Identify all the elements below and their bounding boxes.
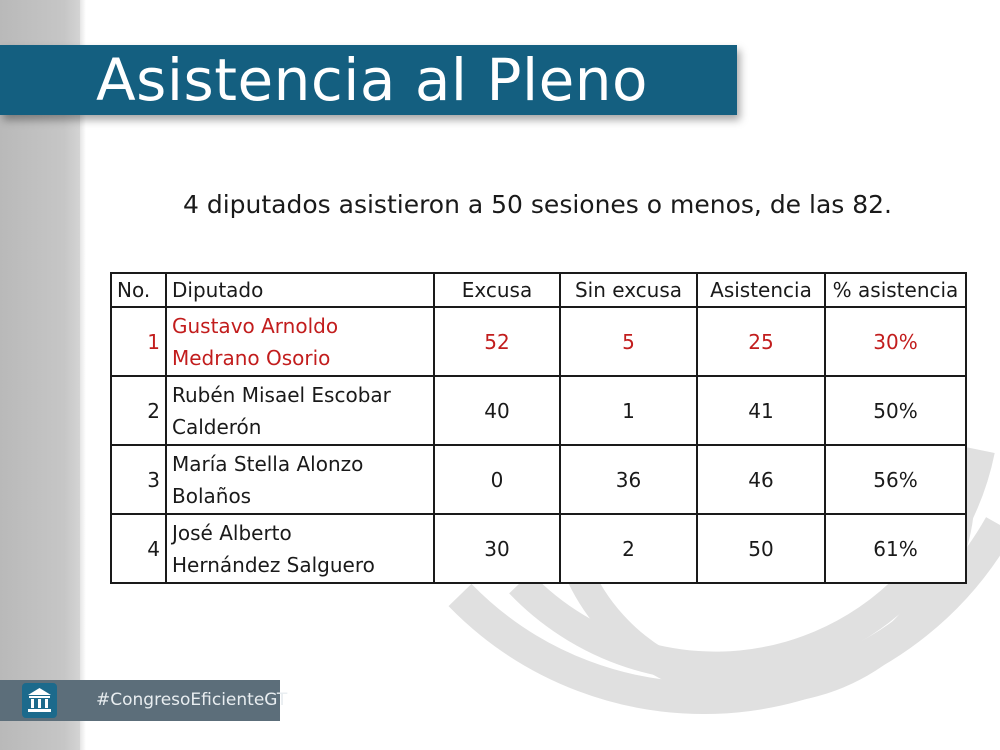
table-row — [111, 307, 966, 376]
name-line-2: Hernández Salguero — [172, 552, 375, 577]
cell-excusa: 0 — [434, 445, 560, 514]
subtitle: 4 diputados asistieron a 50 sesiones o menos, de las 82. — [182, 190, 893, 219]
page-title: Asistencia al Pleno — [96, 46, 649, 114]
building-columns-icon — [22, 683, 57, 718]
footer-hashtag: #CongresoEficienteGT — [96, 690, 288, 710]
name-line-2: Bolaños — [172, 483, 252, 508]
name-line-1: José Alberto — [172, 520, 292, 545]
header-asistencia: Asistencia — [697, 273, 825, 307]
cell-no: 1 — [111, 307, 166, 376]
cell-diputado — [166, 514, 434, 583]
table-header-row — [111, 273, 966, 307]
cell-pct-asistencia: 56% — [825, 445, 966, 514]
cell-sin-excusa: 5 — [560, 307, 697, 376]
name-line-1: María Stella Alonzo — [172, 451, 364, 476]
header-excusa: Excusa — [434, 273, 560, 307]
name-line-2: Medrano Osorio — [172, 345, 331, 370]
cell-asistencia: 46 — [697, 445, 825, 514]
cell-sin-excusa: 36 — [560, 445, 697, 514]
cell-excusa: 30 — [434, 514, 560, 583]
cell-no: 2 — [111, 376, 166, 445]
cell-diputado — [166, 376, 434, 445]
cell-sin-excusa: 2 — [560, 514, 697, 583]
cell-pct-asistencia: 30% — [825, 307, 966, 376]
header-pct-asistencia: % asistencia — [825, 273, 966, 307]
cell-excusa: 52 — [434, 307, 560, 376]
table-row — [111, 376, 966, 445]
table-row — [111, 514, 966, 583]
header-no: No. — [111, 273, 166, 307]
attendance-table — [110, 272, 967, 584]
name-line-2: Calderón — [172, 414, 262, 439]
cell-sin-excusa: 1 — [560, 376, 697, 445]
name-line-1: Rubén Misael Escobar — [172, 382, 391, 407]
cell-diputado — [166, 307, 434, 376]
cell-asistencia: 50 — [697, 514, 825, 583]
name-line-1: Gustavo Arnoldo — [172, 313, 339, 338]
cell-no: 3 — [111, 445, 166, 514]
cell-excusa: 40 — [434, 376, 560, 445]
cell-no: 4 — [111, 514, 166, 583]
table-row — [111, 445, 966, 514]
header-sin-excusa: Sin excusa — [560, 273, 697, 307]
cell-asistencia: 41 — [697, 376, 825, 445]
cell-asistencia: 25 — [697, 307, 825, 376]
cell-pct-asistencia: 61% — [825, 514, 966, 583]
cell-diputado — [166, 445, 434, 514]
header-diputado: Diputado — [166, 273, 434, 307]
cell-pct-asistencia: 50% — [825, 376, 966, 445]
